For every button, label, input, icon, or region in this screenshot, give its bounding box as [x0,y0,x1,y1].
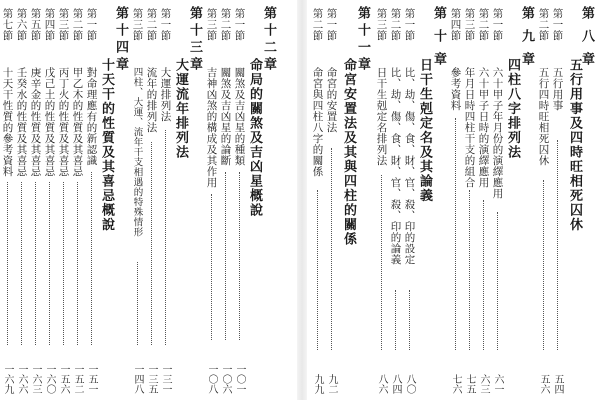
section-title: 吉神凶煞的構成及其作用 [205,67,218,188]
chapter-label: 第十四章 [113,6,128,74]
dot-leader [239,172,240,340]
section-title: 庚辛金的性質及其喜忌 [29,67,42,177]
chapter-label: 第九章 [519,6,534,75]
section-label: 第二節 [389,8,402,41]
section-label: 第二節 [477,8,490,41]
dot-leader [381,175,382,350]
section-title: 命宮與四柱八字的關係 [311,67,324,177]
page-gutter [297,0,307,400]
dot-leader [557,140,558,350]
page-number: 一三五 [146,364,157,394]
page-number: 一六〇 [44,364,55,394]
dot-leader [21,182,22,345]
dot-leader [211,194,212,340]
section-title: 對命理應有的新認識 [85,67,98,166]
chapter-label: 第十三章 [187,6,202,74]
section-title: 參考資料 [449,67,462,111]
section-label: 第三節 [205,8,218,41]
chapter-title: 十天干的性質及其喜忌概說 [99,58,114,232]
page-number: 一〇一 [234,364,245,394]
section-title: 甲乙木的性質及其喜忌 [71,67,84,177]
section-label: 第六節 [15,8,28,41]
dot-leader [543,180,544,350]
dot-leader [35,182,36,345]
section-title: 流年的排列法 [145,67,158,133]
section-label: 第五節 [29,8,42,41]
chapter-title: 命宮安置法及其與四柱的關係 [341,58,356,247]
section-title: 壬癸水的性質及其喜忌 [15,67,28,177]
section-title: 十天干性質的參考資料 [1,67,14,177]
section-label: 第三節 [57,8,70,41]
chapter-title: 五行用事及四時旺相死囚休 [567,58,582,232]
page-number: 一六九 [2,364,13,394]
dot-leader [225,172,226,340]
section-title: 比、劫、傷、食、財、官、殺、印的設定 [403,67,416,265]
section-label: 第二節 [311,8,324,41]
page-number: 一四八 [132,364,143,394]
section-title: 六十甲子年月份的演繹應用 [491,67,504,199]
page-number: 六一 [492,374,503,394]
page-number: 九二 [326,374,337,394]
dot-leader [7,182,8,345]
section-title: 比、劫、傷、食、財、官、殺、印的論義 [389,67,402,265]
chapter-title: 四柱八字排列法 [505,58,520,160]
section-label: 第一節 [233,8,246,41]
chapter-title: 大運流年排列法 [173,58,188,160]
section-title: 六十甲子日時的演繹應用 [477,67,490,188]
dot-leader [497,212,498,350]
dot-leader [165,130,166,345]
page-number: 一〇八 [206,364,217,394]
page-number: 一六六 [16,364,27,394]
page-number: 五六 [538,374,549,394]
dot-leader [91,172,92,345]
chapter-title: 命局的關煞及吉凶星概說 [247,58,262,218]
section-label: 第一節 [491,8,504,41]
section-title: 五行用事 [551,67,564,111]
dot-leader [49,182,50,345]
section-label: 第二節 [537,8,550,41]
section-title: 戊己土的性質及其喜忌 [43,67,56,177]
section-label: 第三節 [131,8,144,41]
dot-leader [151,142,152,345]
chapter-label: 第十二章 [261,6,276,74]
section-title: 四柱、大運、流年干支相遇的特殊情形 [131,67,143,237]
section-label: 第七節 [1,8,14,41]
page-number: 八六 [376,374,387,394]
dot-leader [395,290,396,350]
section-title: 日干生剋定名排列法 [375,67,388,166]
page-number: 七五 [464,374,475,394]
section-title: 年月日時四柱干支的組合 [463,67,476,188]
page-number: 一六三 [30,364,41,394]
section-title: 五行四時旺相死囚休 [537,67,550,166]
section-label: 第三節 [463,8,476,41]
section-label: 第一節 [403,8,416,41]
chapter-label: 第十一章 [355,6,370,74]
page-number: 一五二 [72,364,83,394]
chapter-label: 第八章 [579,6,594,75]
chapter-label: 第十章 [431,6,446,75]
dot-leader [63,182,64,345]
section-label: 第一節 [85,8,98,41]
page-number: 一三一 [160,364,171,394]
section-label: 第四節 [449,8,462,41]
page-number: 八〇 [404,374,415,394]
page-number: 九九 [312,374,323,394]
section-title: 丙丁火的性質及其喜忌 [57,67,70,177]
section-title: 命宮的安置法 [325,67,338,133]
dot-leader [317,190,318,350]
section-title: 大運排列法 [159,67,172,122]
dot-leader [137,262,138,345]
dot-leader [455,118,456,350]
section-label: 第二節 [71,8,84,41]
page-number: 一五一 [86,364,97,394]
dot-leader [409,290,410,350]
dot-leader [483,200,484,350]
page-number: 五四 [552,374,563,394]
section-label: 第一節 [551,8,564,41]
section-label: 第二節 [145,8,158,41]
section-title: 關煞及吉凶星的種類 [233,67,246,166]
section-label: 第四節 [43,8,56,41]
section-label: 第一節 [159,8,172,41]
chapter-title: 日干生剋定名及其論義 [417,58,432,203]
section-label: 第一節 [325,8,338,41]
section-label: 第二節 [219,8,232,41]
page-number: 七六 [450,374,461,394]
dot-leader [469,190,470,350]
page-number: 一五六 [58,364,69,394]
page-number: 八四 [390,374,401,394]
page-number: 六三 [478,374,489,394]
dot-leader [331,148,332,350]
dot-leader [77,182,78,345]
section-title: 關煞及吉凶星的論斷 [219,67,232,166]
page-number: 一〇六 [220,364,231,394]
section-label: 第三節 [375,8,388,41]
